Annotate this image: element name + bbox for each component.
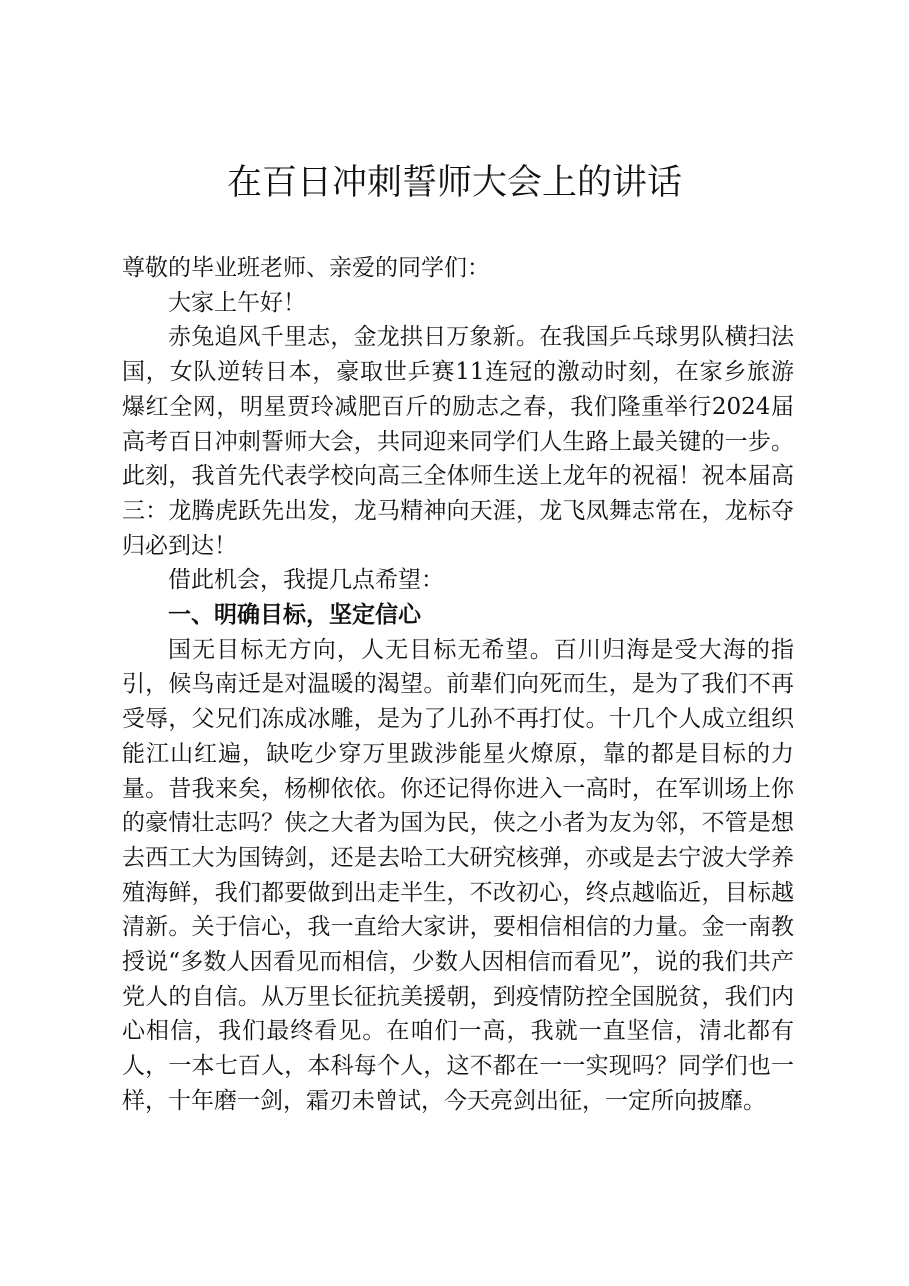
greeting: 大家上午好！ [168,289,306,316]
section-heading: 一、明确目标，坚定信心 [168,602,421,629]
paragraph-opening: 赤兔追风千里志，金龙拱日万象新。在我国乒乓球男队横扫法国，女队逆转日本，豪取世乒赛11连冠的激动时刻，在家乡旅游爆红全网，明星贾玲减肥百斤的励志之春，我们隆重举行2024届高考百日冲刺誓师大会，共同迎来同学们人生路上最关键的一步。此刻，我首先代表学校向高三全体师生送上龙年的祝福！祝本届高三：龙腾虎跃先出发，龙马精神向天涯，龙飞凤舞志常在，龙标夺归必到达！ [122,324,794,559]
salutation: 尊敬的毕业班老师、亲爱的同学们： [122,255,490,281]
paragraph-intro: 借此机会，我提几点希望： [168,567,444,594]
document-title: 在百日冲刺誓师大会上的讲话 [226,163,682,203]
document-body [122,251,794,1119]
paragraph-goals: 国无目标无方向，人无目标无希望。百川归海是受大海的指引，候鸟南迁是对温暖的渴望。前辈们向死而生，是为了我们不再受辱，父兄们冻成冰雕，是为了儿孙不再打仗。十几个人成立组织能江山红遍，缺吃少穿万里跋涉能星火燎原，靠的都是目标的力量。昔我来矣，杨柳依依。你还记得你进入一高时，在军训场上你的豪情壮志吗？侠之大者为国为民，侠之小者为友为邻，不管是想去西工大为国铸剑，还是去哈工大研究核弹，亦或是去宁波大学养殖海鲜，我们都要做到出走半生，不改初心，终点越临近，目标越清新。关于信心，我一直给大家讲，要相信相信的力量。金一南教授说“多数人因看见而相信，少数人因相信而看见”，说的我们共产党人的自信。从万里长征抗美援朝，到疫情防控全国脱贫，我们内心相信，我们最终看见。在咱们一高，我就一直坚信，清北都有人，一本七百人，本科每个人，这不都在一一实现吗？同学们也一样，十年磨一剑，霜刃未曾试，今天亮剑出征，一定所向披靡。 [122,636,794,1114]
